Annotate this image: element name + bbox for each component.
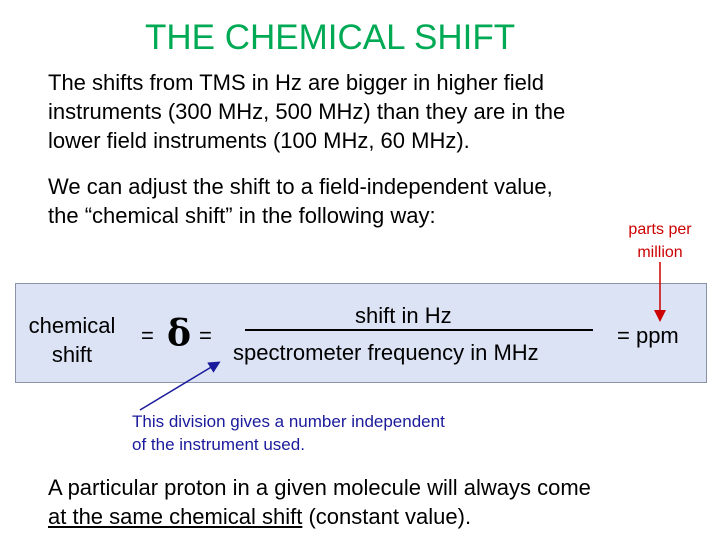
intro-paragraph	[48, 68, 565, 155]
conclusion-line-2	[48, 502, 591, 531]
conclusion-line-1: A particular proton in a given molecule will always come	[48, 475, 591, 500]
fraction-denominator: spectrometer frequency in MHz	[233, 340, 539, 365]
adjust-line-1: We can adjust the shift to a field-independent value,	[48, 174, 553, 199]
intro-line-3: lower field instruments (100 MHz, 60 MHz).	[48, 128, 470, 153]
ppm-note-line-2: million	[637, 244, 683, 261]
ppm-result: = ppm	[617, 323, 679, 348]
equals-sign-2: =	[199, 323, 212, 348]
chemical-shift-label	[22, 311, 122, 369]
division-note-line-1: This division gives a number independent	[132, 412, 445, 431]
division-note	[132, 410, 445, 456]
conclusion-paragraph	[48, 473, 591, 531]
conclusion-line-2-rest: (constant value).	[302, 504, 472, 529]
intro-line-2: instruments (300 MHz, 500 MHz) than they are in the	[48, 99, 566, 124]
page-title: THE CHEMICAL SHIFT	[145, 18, 516, 57]
adjust-paragraph	[48, 172, 553, 230]
division-note-line-2: of the instrument used.	[132, 435, 305, 454]
parts-per-million-note	[622, 218, 698, 264]
chemical-shift-label-line-2: shift	[51, 342, 93, 367]
chemical-shift-label-line-1: chemical	[28, 313, 116, 338]
equals-sign-1: =	[141, 323, 154, 348]
conclusion-emphasis: at the same chemical shift	[48, 504, 303, 529]
delta-symbol: δ	[167, 313, 192, 355]
ppm-note-line-1: parts per	[628, 221, 692, 238]
adjust-line-2: the “chemical shift” in the following way:	[48, 203, 436, 228]
intro-line-1: The shifts from TMS in Hz are bigger in higher field	[48, 70, 545, 95]
fraction-numerator: shift in Hz	[355, 303, 452, 328]
fraction-bar	[245, 329, 593, 331]
